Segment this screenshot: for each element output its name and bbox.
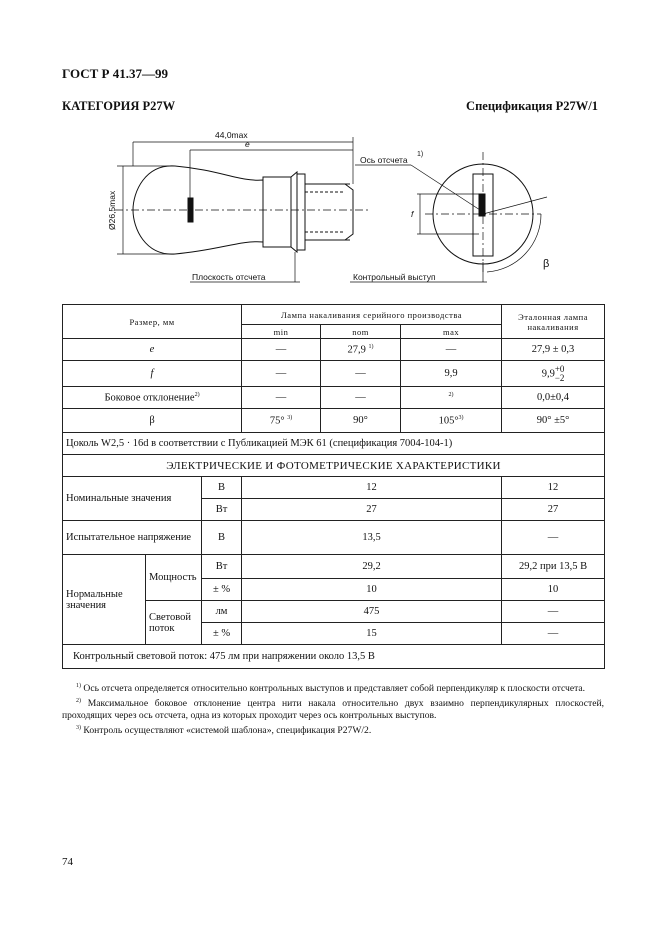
row-beta-ref: 90° ±5° [502, 409, 605, 433]
row-f-max: 9,9 [401, 361, 502, 387]
label-control-lug: Контрольный выступ [353, 272, 436, 282]
label-ref-plane: Плоскость отсчета [192, 272, 266, 282]
flux-value: 475 [242, 601, 502, 623]
footnotes [62, 680, 604, 738]
label-ref-axis: Ось отсчета [360, 155, 408, 165]
row-e-max: — [401, 339, 502, 361]
power-ref: 29,2 при 13,5 В [502, 555, 605, 579]
footnote-1: $^{1)}$ Ось отсчета определяется относительно контрольных выступов и представляет собой перпендикуляр к плоскости отсчета. [76, 683, 586, 695]
nominal-w: 27 [242, 499, 502, 521]
test-label: Испытательное напряжение [63, 521, 202, 555]
power-unit: Вт [202, 555, 242, 579]
row-e-nom: 27,9 $^{1)}$ [321, 339, 401, 361]
test-unit: В [202, 521, 242, 555]
control-flux: Контрольный световой поток: 475 лм при напряжении около 13,5 В [63, 645, 605, 669]
nominal-v-ref: 12 [502, 477, 605, 499]
nominal-w-unit: Вт [202, 499, 242, 521]
row-f-ref: 9,9+0 −2 [502, 361, 605, 387]
label-beta: β [543, 258, 550, 270]
power-label: Мощность [146, 555, 202, 601]
flux-label: Световой поток [146, 601, 202, 645]
dim-length: 44,0max [215, 130, 248, 140]
section-title: ЭЛЕКТРИЧЕСКИЕ И ФОТОМЕТРИЧЕСКИЕ ХАРАКТЕРИСТИКИ [63, 455, 605, 477]
row-lateral-max: 2) [401, 387, 502, 409]
row-beta-name: β [63, 409, 242, 433]
col-size: Размер, мм [63, 305, 242, 339]
col-serial: Лампа накаливания серийного производства [242, 305, 502, 325]
label-ref-axis-note: 1) [417, 151, 424, 158]
flux-ref: — [502, 601, 605, 623]
power-tol-ref: 10 [502, 579, 605, 601]
document-id: ГОСТ Р 41.37—99 [62, 66, 168, 81]
flux-tol-ref: — [502, 623, 605, 645]
row-e-min: — [242, 339, 321, 361]
lamp-category: КАТЕГОРИЯ P27W [62, 99, 176, 113]
cap-line: Цоколь W2,5 · 16d в соответствии с Публикацией МЭК 61 (спецификация 7004-104-1) [63, 433, 605, 455]
dim-f: f [411, 209, 414, 219]
flux-tol: 15 [242, 623, 502, 645]
row-lateral-name: Боковое отклонение$^{2)}$ [63, 387, 242, 409]
row-f-nom: — [321, 361, 401, 387]
row-beta-max: 105°$^{3)}$ [401, 409, 502, 433]
power-tol-unit: ± % [202, 579, 242, 601]
flux-unit: лм [202, 601, 242, 623]
spec-table [62, 304, 605, 669]
nominal-w-ref: 27 [502, 499, 605, 521]
row-lateral-min: — [242, 387, 321, 409]
row-e-name: e [63, 339, 242, 361]
row-beta-nom: 90° [321, 409, 401, 433]
col-ref: Эталонная лампа накаливания [502, 305, 605, 339]
col-min: min [242, 325, 321, 339]
row-f-min: — [242, 361, 321, 387]
test-ref: — [502, 521, 605, 555]
row-f-name: f [63, 361, 242, 387]
nominal-label: Номинальные значения [63, 477, 202, 521]
dim-diameter: Ø26,5max [107, 190, 117, 230]
lamp-drawing [95, 122, 565, 297]
row-e-ref: 27,9 ± 0,3 [502, 339, 605, 361]
row-lateral-ref: 0,0±0,4 [502, 387, 605, 409]
test-value: 13,5 [242, 521, 502, 555]
row-lateral-nom: — [321, 387, 401, 409]
base-collar [263, 177, 291, 247]
flux-tol-unit: ± % [202, 623, 242, 645]
nominal-v-unit: В [202, 477, 242, 499]
normal-label: Нормальные значения [63, 555, 146, 645]
footnote-3: $^{3)}$ Контроль осуществляют «системой шаблона», спецификация P27W/2. [76, 725, 372, 737]
footnote-2: $^{2)}$ Максимальное боковое отклонение центра нити накала относительно двух взаимно перпендикулярных плоскостей, проходящих через ось отсчета, одна из которых проходит через ось контрольных выступов. [62, 698, 605, 722]
row-beta-min: 75° $^{3)}$ [242, 409, 321, 433]
spec-title: Спецификация P27W/1 [466, 99, 598, 113]
page-number: 74 [62, 856, 73, 868]
nominal-v: 12 [242, 477, 502, 499]
power-value: 29,2 [242, 555, 502, 579]
col-nom: nom [321, 325, 401, 339]
power-tol: 10 [242, 579, 502, 601]
dim-e: e [245, 139, 250, 149]
col-max: max [401, 325, 502, 339]
